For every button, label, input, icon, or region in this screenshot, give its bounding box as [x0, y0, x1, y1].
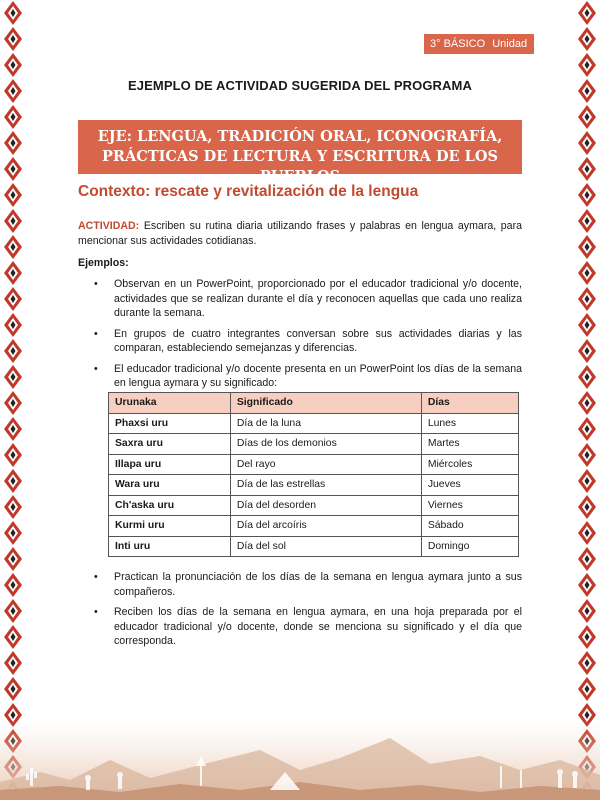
bullet-icon: •: [94, 606, 98, 618]
activity-paragraph: [78, 219, 522, 248]
grade-label: 3° BÁSICO: [430, 38, 486, 50]
examples-label: Ejemplos:: [78, 257, 129, 269]
table-row: Kurmi uru Día del arcoíris Sábado: [109, 516, 519, 537]
col-header-dias: Días: [421, 393, 518, 414]
table-row: Inti uru Día del sol Domingo: [109, 536, 519, 557]
unit-label: Unidad 4: [430, 38, 528, 70]
table-row: Illapa uru Del rayo Miércoles: [109, 454, 519, 475]
table-header-row: [109, 393, 519, 414]
activity-label: ACTIVIDAD:: [78, 220, 140, 232]
footer-landscape-illustration: [0, 720, 600, 800]
left-decorative-border: [2, 0, 24, 800]
list-item: • Practican la pronunciación de los días de la semana en lengua aymara junto a sus compañeros.: [94, 571, 522, 598]
weekdays-table: [108, 392, 519, 557]
bullet-icon: •: [94, 571, 98, 583]
eje-banner: [78, 120, 522, 185]
bullet-icon: •: [94, 327, 98, 340]
right-decorative-border: [576, 0, 598, 800]
table-row: Phaxsi uru Día de la luna Lunes: [109, 413, 519, 434]
examples-list: [92, 277, 522, 397]
table-row: Ch'aska uru Día del desorden Viernes: [109, 495, 519, 516]
unit-tab: [424, 34, 534, 70]
col-header-urunaka: Urunaka: [109, 393, 231, 414]
page-title: EJEMPLO DE ACTIVIDAD SUGERIDA DEL PROGRAMA: [128, 78, 472, 93]
eje-line-1: EJE: LENGUA, TRADICIÓN ORAL, ICONOGRAFÍA,: [97, 128, 503, 145]
followup-list: [92, 570, 522, 655]
activity-text: Escriben su rutina diaria utilizando frases y palabras en lengua aymara, para mencionar sus actividades cotidianas.: [78, 220, 522, 247]
list-item: • Reciben los días de la semana en lengua aymara, en una hoja preparada por el educador tradicional y/o docente, donde se menciona su significado y el día que corresponda.: [94, 606, 522, 647]
table-row: Saxra uru Días de los demonios Martes: [109, 434, 519, 455]
eje-line-2: PRÁCTICAS DE LECTURA Y ESCRITURA DE LOS PUEBLOS: [102, 148, 498, 185]
list-item: • Observan en un PowerPoint, proporcionado por el educador tradicional y/o docente, actividades que se realizan durante el día y reconocen aquellas que cada uno realiza durante la semana.: [94, 278, 522, 319]
table-row: Wara uru Día de las estrellas Jueves: [109, 475, 519, 496]
context-heading: Contexto: rescate y revitalización de la lengua: [78, 183, 419, 200]
list-item: • En grupos de cuatro integrantes conversan sobre sus actividades diarias y las comparan, estableciendo semejanzas y diferencias.: [94, 327, 522, 354]
list-item: • El educador tradicional y/o docente presenta en un PowerPoint los días de la semana en lengua aymara y su significado:: [94, 362, 522, 389]
bullet-icon: •: [94, 362, 98, 375]
bullet-icon: •: [94, 278, 98, 290]
col-header-significado: Significado: [230, 393, 421, 414]
